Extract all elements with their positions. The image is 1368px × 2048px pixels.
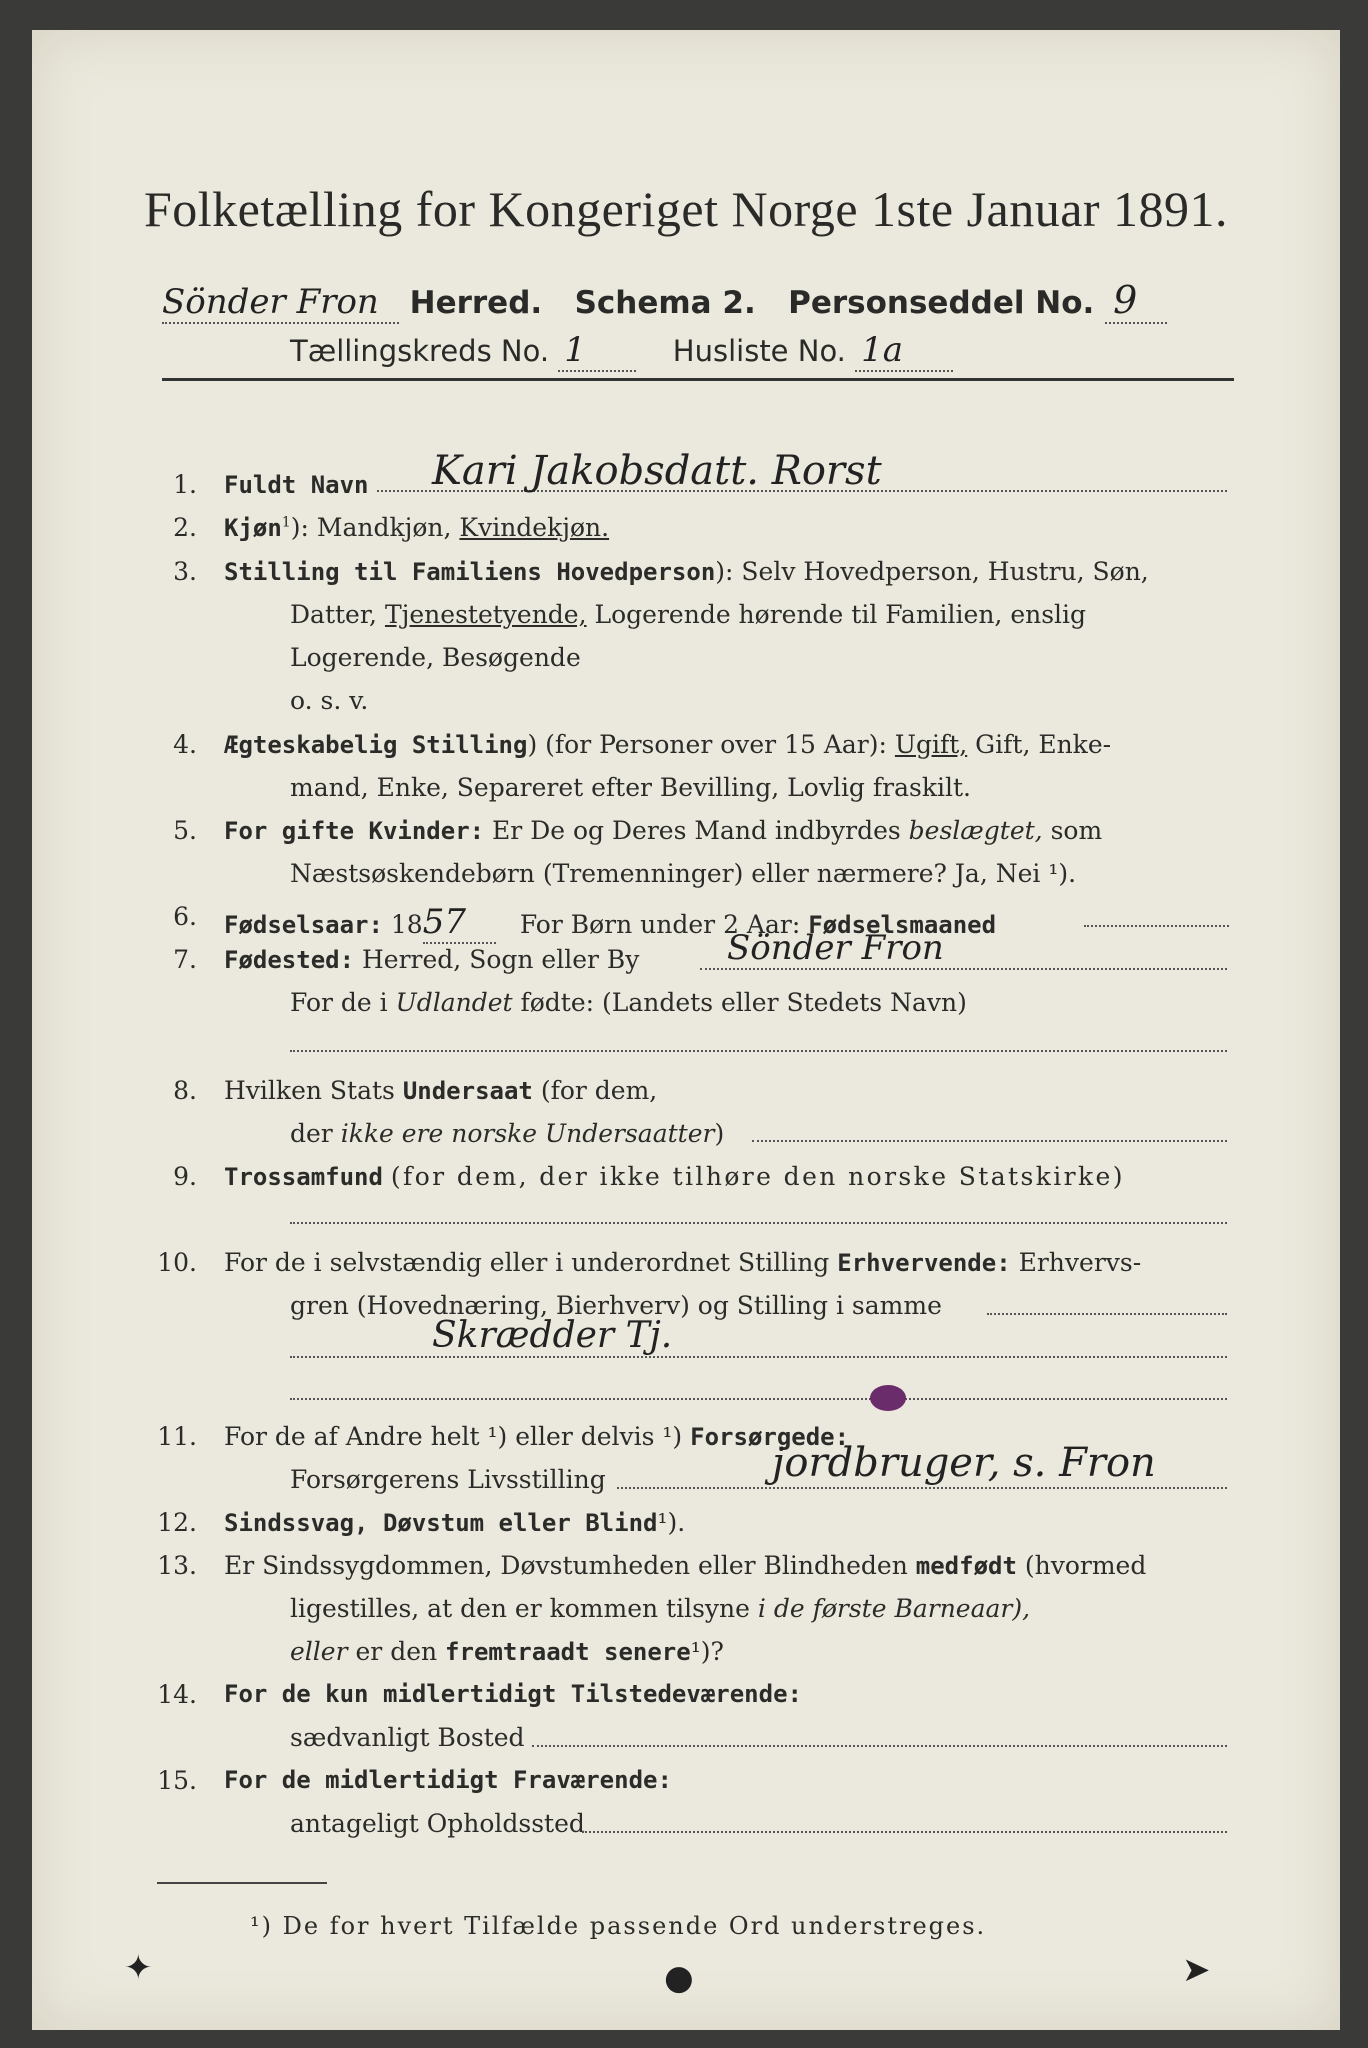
field-options: Forsørgerens Livsstilling xyxy=(290,1465,606,1494)
field-label: fremtraadt senere xyxy=(445,1638,691,1666)
field-options: er den xyxy=(355,1637,438,1666)
marital-row xyxy=(224,730,1111,759)
field-options: ¹). xyxy=(657,1508,686,1537)
kreds-label: Tællingskreds No. xyxy=(290,334,550,368)
item-number: 11. xyxy=(157,1422,197,1451)
field-label: Fødselsaar: xyxy=(224,911,383,939)
answer-line xyxy=(987,1313,1227,1315)
field-label: For de kun midlertidigt Tilstedeværende: xyxy=(224,1680,802,1708)
field-options: Logerende hørende til Familien, enslig xyxy=(594,600,1087,629)
item-number: 13. xyxy=(157,1551,197,1580)
footnote-ref: 1 xyxy=(281,514,291,531)
field-options: sædvanligt Bosted xyxy=(290,1723,525,1752)
husliste-value: 1a xyxy=(855,330,953,372)
field-options: Gift, Enke- xyxy=(975,730,1112,759)
field-label: Fødested: xyxy=(224,946,355,974)
field-options: Er Sindssygdommen, Døvstumheden eller Blindheden xyxy=(224,1551,908,1580)
answer-line xyxy=(582,1831,1227,1833)
field-label: Fuldt Navn xyxy=(224,471,369,499)
field-options: Erhvervs- xyxy=(1018,1248,1142,1277)
field-options: mand, Enke, Separeret efter Bevilling, Lovlig fraskilt. xyxy=(290,773,971,802)
field-label: Erhvervende: xyxy=(837,1249,1011,1277)
item-number: 9. xyxy=(173,1162,197,1191)
field-options: Logerende, Besøgende xyxy=(290,643,581,672)
answer-line xyxy=(290,1398,1227,1400)
disability-row xyxy=(224,1508,685,1537)
corner-mark-icon: ✦ xyxy=(124,1948,153,1988)
field-options: eller xyxy=(290,1637,348,1666)
husliste-label: Husliste No. xyxy=(672,334,846,368)
field-options: Er De og Deres Mand indbyrdes xyxy=(492,816,901,845)
item-number: 8. xyxy=(173,1076,197,1105)
answer-line xyxy=(532,1745,1227,1747)
sex-options: ): Mandkjøn, xyxy=(290,513,452,542)
congenital-row xyxy=(290,1637,724,1666)
field-options: ¹)? xyxy=(690,1637,724,1666)
answer-line xyxy=(290,1222,1227,1224)
field-label: Undersaat xyxy=(402,1077,533,1105)
item-number: 14. xyxy=(157,1680,197,1709)
personseddel-value: 9 xyxy=(1105,278,1167,324)
dependent-row xyxy=(224,1422,849,1451)
married-women-row xyxy=(224,816,1102,845)
form-title: Folketælling for Kongeriget Norge 1ste Januar 1891. xyxy=(143,181,1229,237)
citizenship-row xyxy=(290,1119,724,1148)
field-options: For de af Andre helt ¹) eller delvis ¹) xyxy=(224,1422,683,1451)
kreds-value: 1 xyxy=(558,330,636,372)
congenital-row xyxy=(290,1594,1030,1623)
field-label: Sindssvag, Døvstum eller Blind xyxy=(224,1509,658,1537)
birthplace-value: Sönder Fron xyxy=(727,928,944,968)
field-options: For de i selvstændig eller i underordnet Stilling xyxy=(224,1248,830,1277)
field-label: Forsørgede: xyxy=(690,1423,850,1451)
footnote-divider xyxy=(157,1882,327,1884)
field-label: Kjøn xyxy=(224,514,282,542)
field-options: ligestilles, at den er kommen tilsyne xyxy=(290,1594,750,1623)
item-number: 5. xyxy=(173,816,197,845)
field-options: som xyxy=(1050,816,1103,845)
marital-selected: Ugift, xyxy=(894,730,968,759)
field-label: Fødselsmaaned xyxy=(808,911,997,939)
field-options: o. s. v. xyxy=(290,686,369,715)
year-prefix: 18 xyxy=(390,910,423,939)
field-options: ) (for Personer over 15 Aar): xyxy=(527,730,887,759)
item-number: 2. xyxy=(173,513,197,542)
answer-line xyxy=(617,1487,1227,1489)
item-number: 6. xyxy=(173,902,197,931)
family-position-row xyxy=(224,557,1149,586)
field-label: Ægteskabelig Stilling xyxy=(224,731,528,759)
sex-selected: Kvindekjøn. xyxy=(459,513,610,542)
field-options: antageligt Opholdssted xyxy=(290,1809,585,1838)
field-options: gren (Hovednæring, Bierhverv) og Stilling i samme xyxy=(290,1291,942,1320)
answer-line xyxy=(290,1050,1227,1052)
answer-line xyxy=(752,1140,1227,1142)
item-number: 1. xyxy=(173,470,197,499)
schema-label: Schema 2. xyxy=(574,285,756,321)
field-options: beslægtet, xyxy=(908,816,1043,845)
answer-line xyxy=(700,968,1227,970)
ink-stamp xyxy=(870,1385,906,1411)
item-number: 10. xyxy=(157,1248,197,1277)
field-options: Udlandet xyxy=(395,988,513,1017)
full-name-value: Kari Jakobsdatt. Rorst xyxy=(432,448,882,494)
family-position-selected: Tjenestetyende, xyxy=(384,600,587,629)
field-options: ikke ere norske Undersaatter xyxy=(340,1119,715,1148)
family-position-row xyxy=(290,600,1086,629)
foreign-born-row xyxy=(290,988,967,1017)
field-options: der xyxy=(290,1119,333,1148)
herred-value: Sönder Fron xyxy=(162,282,399,324)
item-number: 15. xyxy=(157,1766,197,1795)
personseddel-label: Personseddel No. xyxy=(788,285,1095,321)
field-options: Datter, xyxy=(290,600,377,629)
field-options: Herred, Sogn eller By xyxy=(362,945,640,974)
field-options: (hvormed xyxy=(1024,1551,1147,1580)
field-label: For gifte Kvinder: xyxy=(224,817,485,845)
footnote: ¹) De for hvert Tilfælde passende Ord understreges. xyxy=(250,1912,987,1940)
field-label: Trossamfund xyxy=(224,1163,383,1191)
congenital-row xyxy=(224,1551,1146,1580)
birth-year-value: 57 xyxy=(423,902,496,944)
field-label: For de midlertidigt Fraværende: xyxy=(224,1766,672,1794)
item-number: 3. xyxy=(173,557,197,586)
field-label: medfødt xyxy=(915,1552,1017,1580)
field-options: ) xyxy=(714,1119,725,1148)
herred-label: Herred. xyxy=(409,285,543,321)
corner-mark-icon: ➤ xyxy=(1182,1950,1211,1990)
answer-line xyxy=(290,1356,1227,1358)
field-options: For Børn under 2 Aar: xyxy=(519,910,801,939)
provider-occupation-value: jordbruger, s. Fron xyxy=(772,1440,1156,1486)
item-number: 12. xyxy=(157,1508,197,1537)
item-number: 7. xyxy=(173,945,197,974)
field-options: (for dem, der ikke tilhøre den norske Statskirke) xyxy=(390,1162,1125,1191)
religion-row xyxy=(224,1162,1125,1191)
ink-blot-icon: ● xyxy=(664,1958,694,1998)
field-options: For de i xyxy=(290,988,388,1017)
item-number: 4. xyxy=(173,730,197,759)
field-options: Næstsøskendebørn (Tremenninger) eller nærmere? Ja, Nei ¹). xyxy=(290,859,1077,888)
header-divider xyxy=(162,378,1234,381)
answer-line xyxy=(1084,925,1229,927)
sex-row xyxy=(224,513,609,542)
herred-row xyxy=(162,278,1167,322)
kreds-row xyxy=(290,330,953,370)
field-options: ): Selv Hovedperson, Hustru, Søn, xyxy=(715,557,1149,586)
field-label: Hvilken Stats xyxy=(224,1076,395,1105)
occupation-row xyxy=(224,1248,1141,1277)
occupation-value: Skrædder Tj. xyxy=(432,1315,673,1356)
field-options: fødte: (Landets eller Stedets Navn) xyxy=(520,988,967,1017)
field-options: (for dem, xyxy=(540,1076,658,1105)
citizenship-row xyxy=(224,1076,657,1105)
birthplace-row xyxy=(224,945,639,974)
field-options: i de første Barneaar), xyxy=(757,1594,1031,1623)
field-label: Stilling til Familiens Hovedperson xyxy=(224,558,716,586)
census-form xyxy=(32,30,1340,2030)
